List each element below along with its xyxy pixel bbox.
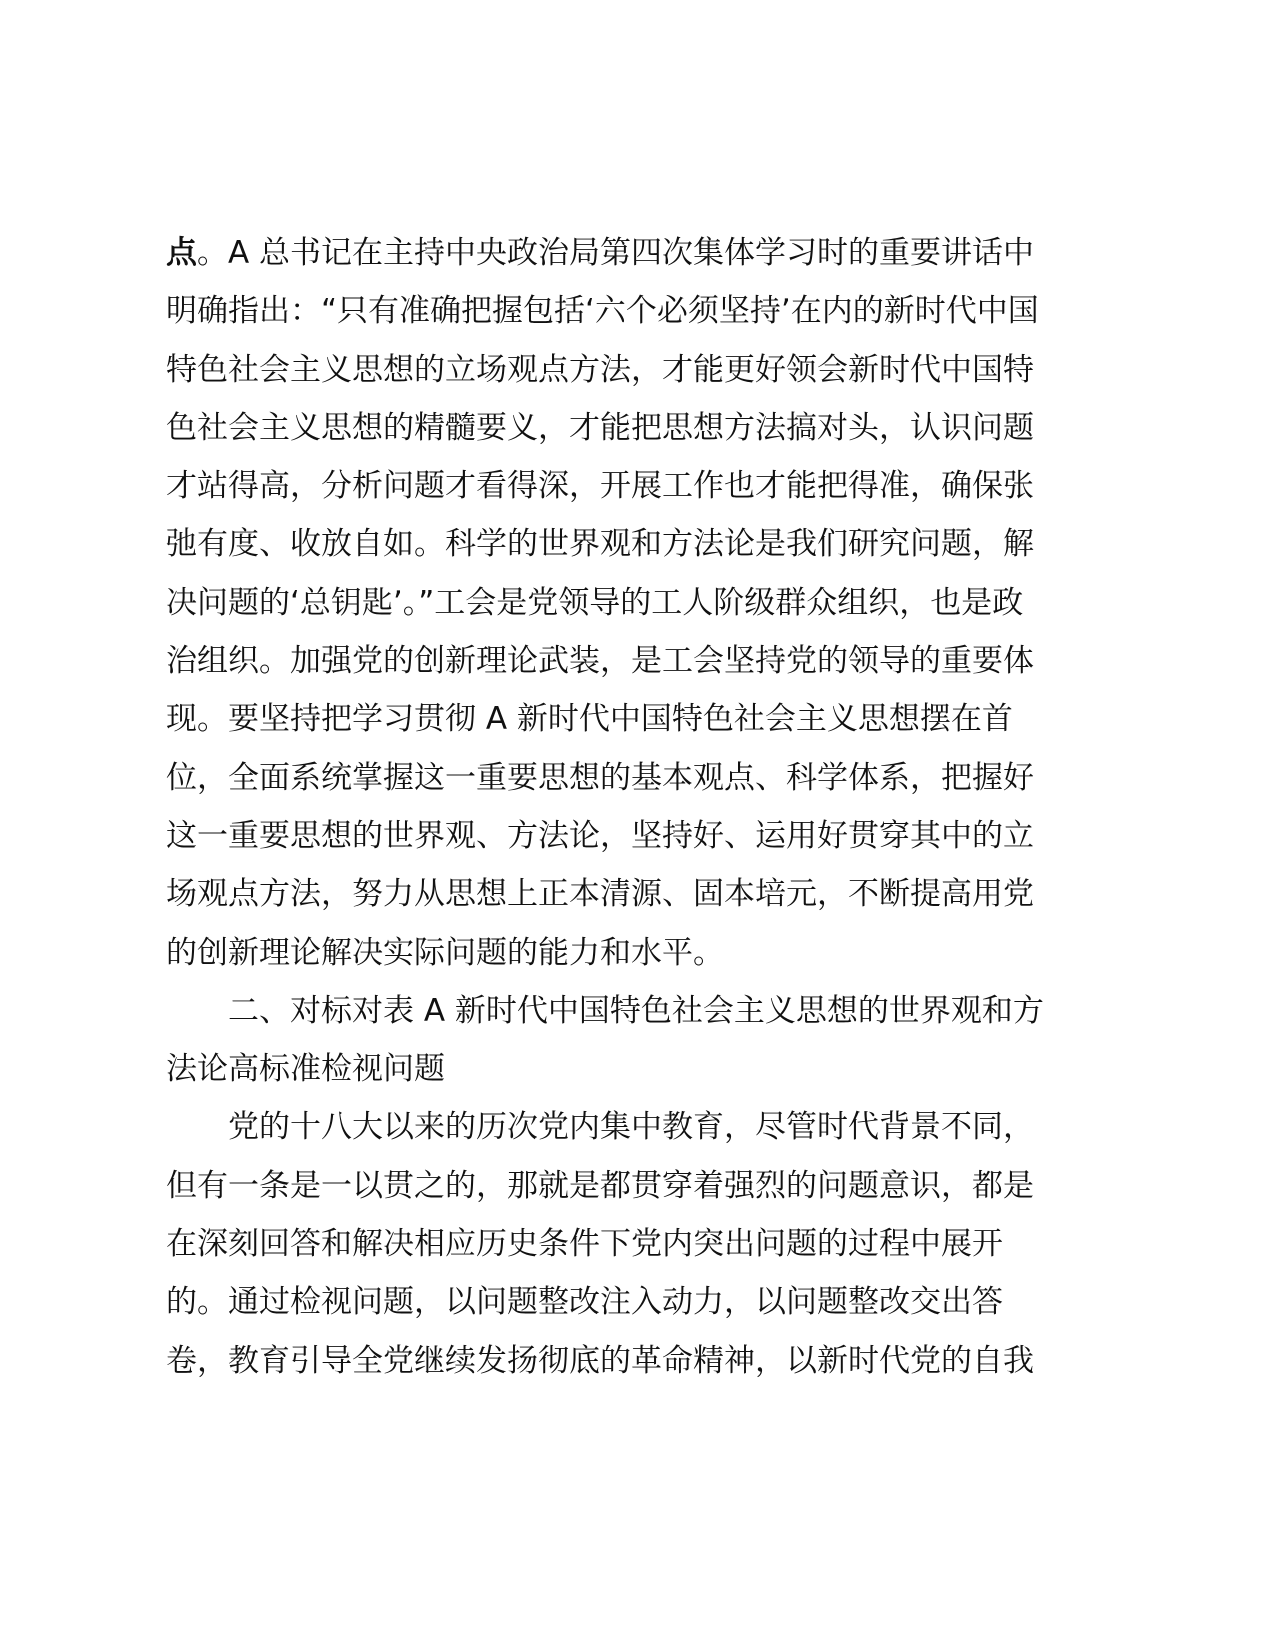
paragraph-line: 在深刻回答和解决相应历史条件下党内突出问题的过程中展开 xyxy=(166,1226,1003,1263)
paragraph-line: 但有一条是一以贯之的，那就是都贯穿着强烈的问题意识，都是 xyxy=(166,1167,1034,1204)
section-heading-line: 二、对标对表 A 新时代中国特色社会主义思想的世界观和方 xyxy=(228,992,1044,1029)
paragraph-line: 现。要坚持把学习贯彻 A 新时代中国特色社会主义思想摆在首 xyxy=(166,701,1013,738)
paragraph-line: 特色社会主义思想的立场观点方法，才能更好领会新时代中国特 xyxy=(166,351,1034,388)
section-heading-line: 法论高标准检视问题 xyxy=(166,1051,445,1088)
paragraph-line: 决问题的‘总钥匙’。”工会是党领导的工人阶级群众组织，也是政 xyxy=(166,584,1024,621)
line-text: 。A 总书记在主持中央政治局第四次集体学习时的重要讲话中 xyxy=(197,235,1035,271)
paragraph-line: 位，全面系统掌握这一重要思想的基本观点、科学体系，把握好 xyxy=(166,759,1034,796)
lead-character: 点 xyxy=(166,235,197,271)
paragraph-line: 场观点方法，努力从思想上正本清源、固本培元，不断提高用党 xyxy=(166,876,1034,913)
paragraph-line: 的创新理论解决实际问题的能力和水平。 xyxy=(166,934,724,971)
paragraph-line: 明确指出：“只有准确把握包括‘六个必须坚持’在内的新时代中国 xyxy=(166,293,1039,330)
paragraph-line: 才站得高，分析问题才看得深，开展工作也才能把得准，确保张 xyxy=(166,468,1034,505)
paragraph-line xyxy=(166,224,1106,282)
paragraph-line: 卷，教育引导全党继续发扬彻底的革命精神，以新时代党的自我 xyxy=(166,1342,1034,1379)
paragraph-line: 色社会主义思想的精髓要义，才能把思想方法搞对头，认识问题 xyxy=(166,409,1034,446)
paragraph-line: 党的十八大以来的历次党内集中教育，尽管时代背景不同， xyxy=(228,1109,1034,1146)
paragraph-line: 这一重要思想的世界观、方法论，坚持好、运用好贯穿其中的立 xyxy=(166,817,1034,854)
paragraph-line: 弛有度、收放自如。科学的世界观和方法论是我们研究问题，解 xyxy=(166,526,1034,563)
body-text xyxy=(166,224,1106,1390)
paragraph-line: 的。通过检视问题，以问题整改注入动力，以问题整改交出答 xyxy=(166,1284,1003,1321)
paragraph-line: 治组织。加强党的创新理论武装，是工会坚持党的领导的重要体 xyxy=(166,643,1034,680)
